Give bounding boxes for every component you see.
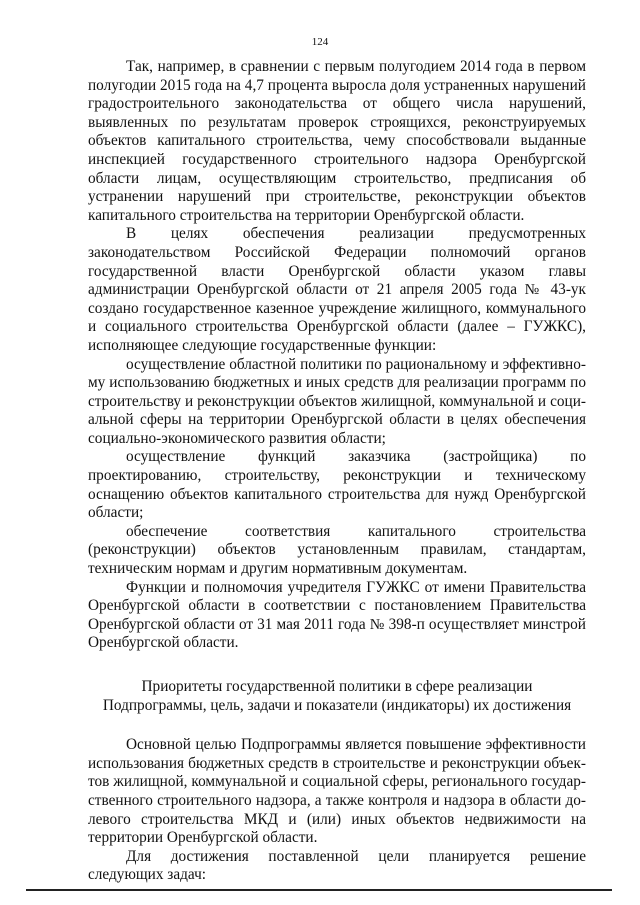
paragraph: Основной целью Подпрограммы является повышение эффективности использования бюджетных средств в строительстве и реконструкции объектов жилищной, коммунальной и социальной сферы, регионального государственного строительного надзора, а также контроля и надзора в области долевого строительства МКД и (или) иных объектов недвижимости на территории Оренбургской области.	[88, 736, 586, 847]
list-item: обеспечение соответствия капитального строительства (реконструкции) объектов установленным правилам, стандартам, техническим нормам и другим нормативным документам.	[88, 522, 586, 578]
document-body	[88, 58, 586, 885]
paragraph: Функции и полномочия учредителя ГУЖКС от имени Правительства Оренбургской области в соответствии с постановлением Правительства Оренбургской области от 31 мая 2011 года № 398-п осуществляет минстрой Оренбургской области.	[88, 578, 586, 652]
section-heading-line: Подпрограммы, цель, задачи и показатели (индикаторы) их достижения	[102, 696, 572, 714]
paragraph: Так, например, в сравнении с первым полугодием 2014 года в первом полугодии 2015 года на 4,7 процента выросла доля устраненных нарушений градостроительного законодательства от общего числа нарушений, выявленных по результатам проверок строящихся, реконструируемых объектов капитального строительства, чему способствовали выданные инспекцией государственного строительного надзора Оренбургской области лицам, осуществляющим строительство, предписания об устранении нарушений при строительстве, реконструкции объектов капитального строительства на территории Оренбургской области.	[88, 58, 586, 224]
section-heading	[88, 678, 586, 715]
section-heading-line: Приоритеты государственной политики в сфере реализации	[141, 678, 533, 695]
paragraph: В целях обеспечения реализации предусмотренных законодательством Российской Федерации полномочий органов государственной власти Оренбургской области указом главы администрации Оренбургской области от 21 апреля 2005 года № 43-ук создано государственное казенное учреждение жилищного, коммунального и социального строительства Оренбургской области (далее – ГУЖКС), исполняющее следующие государственные функции:	[88, 225, 586, 354]
scan-edge-line	[26, 889, 612, 891]
page-number: 124	[311, 36, 329, 48]
paragraph: Для достижения поставленной цели планируется решение следующих задач:	[88, 847, 586, 884]
list-item: осуществление функций заказчика (застройщика) по проектированию, строительству, реконструкции и техническому оснащению объектов капитального строительства для нужд Оренбургской области;	[88, 448, 586, 522]
list-item: осуществление областной политики по рациональному и эффективному использованию бюджетных и иных средств для реализации программ по строительству и реконструкции объектов жилищной, коммунальной и социальной сферы на территории Оренбургской области в целях обеспечения социально-экономического развития области;	[88, 355, 586, 447]
